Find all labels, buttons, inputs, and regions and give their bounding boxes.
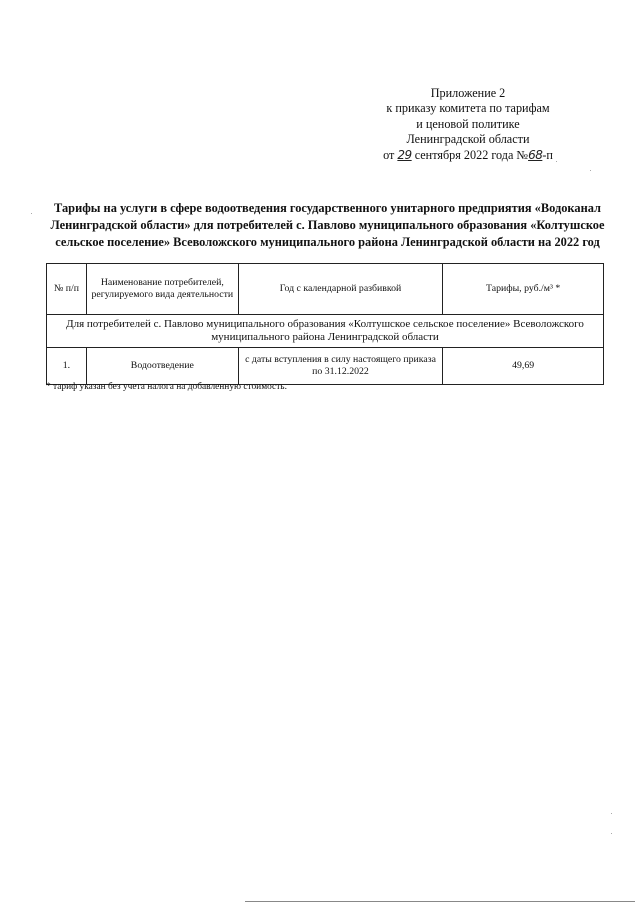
date-rest: сентября 2022 года № xyxy=(414,147,529,162)
footnote: * тариф указан без учета налога на добавленную стоимость. xyxy=(46,382,287,392)
header-name: Наименование потребителей, регулируемого вида деятельности xyxy=(86,264,238,315)
row-name: Водоотведение xyxy=(86,348,238,385)
scan-speck xyxy=(31,213,32,214)
handwritten-day: 29 xyxy=(397,147,412,162)
handwritten-doc-number: 68 xyxy=(528,147,543,162)
scan-speck xyxy=(590,170,591,171)
appendix-line-2: к приказу комитета по тарифам xyxy=(386,101,550,116)
row-tariff: 49,69 xyxy=(443,348,604,385)
table-row xyxy=(47,348,604,385)
group-label: Для потребителей с. Павлово муниципального образования «Колтушское сельское поселение» Всеволожского муниципального района Ленинградской области xyxy=(47,315,604,348)
table-header-row xyxy=(47,264,604,315)
document-title: Тарифы на услуги в сфере водоотведения государственного унитарного предприятия «Водоканал Ленинградской области» для потребителей с. Павлово муниципального образования «Колтушское сельское поселение» Всеволожского муниципального района Ленинградской области на 2022 год xyxy=(50,201,605,249)
header-year: Год с календарной разбивкой xyxy=(238,264,443,315)
row-period: с даты вступления в силу настоящего приказа по 31.12.2022 xyxy=(238,348,443,385)
tariff-table xyxy=(46,263,604,385)
header-tariff: Тарифы, руб./м³ * xyxy=(443,264,604,315)
row-num: 1. xyxy=(47,348,87,385)
appendix-line-3: и ценовой политике xyxy=(416,116,520,131)
scan-speck xyxy=(556,161,557,162)
scan-speck xyxy=(611,813,612,814)
appendix-line-4: Ленинградской области xyxy=(406,132,530,147)
appendix-block xyxy=(300,86,636,163)
scan-speck xyxy=(611,833,612,834)
appendix-date-line xyxy=(300,148,636,163)
page-bottom-line xyxy=(245,901,635,902)
doc-number-suffix: -п xyxy=(542,147,553,162)
appendix-line-1: Приложение 2 xyxy=(430,86,506,100)
table-group-row xyxy=(47,315,604,348)
date-prefix: от xyxy=(383,147,395,162)
header-num: № п/п xyxy=(47,264,87,315)
